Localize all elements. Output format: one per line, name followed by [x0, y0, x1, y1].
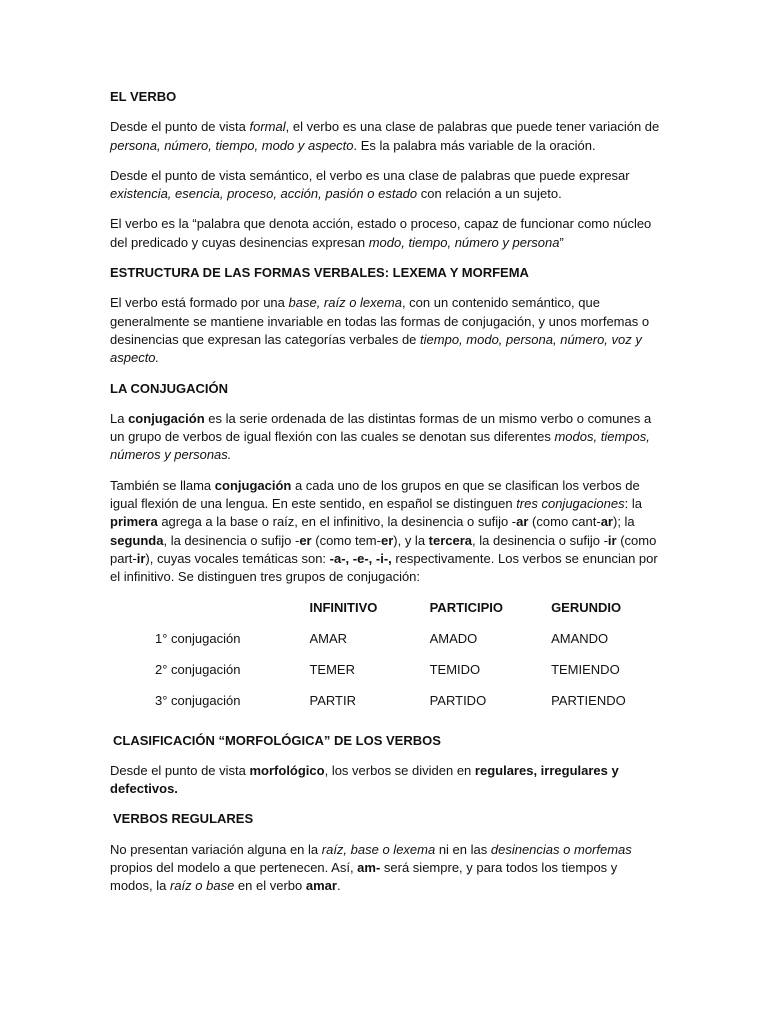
paragraph-formal: Desde el punto de vista formal, el verbo es una clase de palabras que puede tener variación de persona, número, tiempo, modo y aspecto. Es la palabra más variable de la oración. — [110, 119, 660, 153]
table-header-cell: INFINITIVO — [309, 599, 378, 615]
paragraph-definicion: El verbo es la “palabra que denota acción, estado o proceso, capaz de funcionar como núcleo del predicado y cuyas desinencias expresan modo, tiempo, número y persona” — [110, 216, 652, 250]
heading-clasificacion: CLASIFICACIÓN “MORFOLÓGICA” DE LOS VERBOS — [113, 732, 441, 748]
table-cell: TEMER — [309, 661, 355, 677]
heading-verbos-regulares: VERBOS REGULARES — [113, 811, 254, 827]
table-header-cell — [110, 599, 309, 630]
table-cell: AMANDO — [551, 630, 609, 646]
conjugation-table — [110, 599, 660, 723]
paragraph-clasificacion: Desde el punto de vista morfológico, los verbos se dividen en regulares, irregulares y defectivos. — [110, 762, 619, 797]
table-row — [110, 630, 660, 661]
paragraph-semantico: Desde el punto de vista semántico, el verbo es una clase de palabras que puede expresar existencia, esencia, proceso, acción, pasión o estado con relación a un sujeto. — [110, 167, 630, 202]
table-cell: 2° conjugación — [155, 661, 241, 677]
table-cell: AMADO — [429, 630, 478, 646]
table-cell: AMAR — [309, 630, 348, 646]
table-cell: PARTIDO — [429, 692, 487, 708]
document-page — [110, 88, 660, 908]
heading-conjugacion: LA CONJUGACIÓN — [110, 380, 228, 396]
table-cell: TEMIDO — [429, 661, 481, 677]
paragraph-conjugacion-definicion: La conjugación es la serie ordenada de las distintas formas de un mismo verbo o comunes a un grupo de verbos de igual flexión con las cuales se denotan sus diferentes modos, tiempos, números y personas. — [110, 410, 652, 463]
table-header-cell: GERUNDIO — [551, 599, 622, 615]
paragraph-tres-conjugaciones: También se llama conjugación a cada uno de los grupos en que se clasifican los verbos de igual flexión de una lengua. En este sentido, en español se distinguen tres conjugaciones: la primera agrega a la base o raíz, en el infinitivo, la desinencia o sufijo -ar (como cant-ar); la segunda, la desinencia o sufijo -er (como tem-er), y la tercera, la desinencia o sufijo -ir (como part-ir), cuyas vocales temáticas son: -a-, -e-, -i-, respectivamente. Los verbos se enuncian por el infinitivo. Se distinguen tres grupos de conjugación: — [110, 477, 658, 585]
table-header-row — [110, 599, 660, 630]
table-cell: 3° conjugación — [155, 692, 241, 708]
table-row — [110, 661, 660, 692]
heading-el-verbo: EL VERBO — [110, 89, 177, 104]
table-cell: PARTIR — [309, 692, 356, 708]
table-row — [110, 692, 660, 723]
heading-estructura: ESTRUCTURA DE LAS FORMAS VERBALES: LEXEMA Y MORFEMA — [110, 265, 529, 281]
table-cell: 1° conjugación — [155, 630, 241, 646]
paragraph-estructura: El verbo está formado por una base, raíz o lexema, con un contenido semántico, que generalmente se mantiene invariable en todas las formas de conjugación, y unos morfemas o desinencias que expresan las categorías verbales de tiempo, modo, persona, número, voz y aspecto. — [110, 295, 650, 366]
table-cell: TEMIENDO — [551, 661, 620, 677]
paragraph-verbos-regulares: No presentan variación alguna en la raíz, base o lexema ni en las desinencias o morfemas propios del modelo a que pertenecen. Así, am- será siempre, y para todos los tiempos y modos, la raíz o base en el verbo amar. — [110, 841, 632, 894]
table-header-cell: PARTICIPIO — [429, 599, 504, 615]
table-cell: PARTIENDO — [551, 692, 626, 708]
